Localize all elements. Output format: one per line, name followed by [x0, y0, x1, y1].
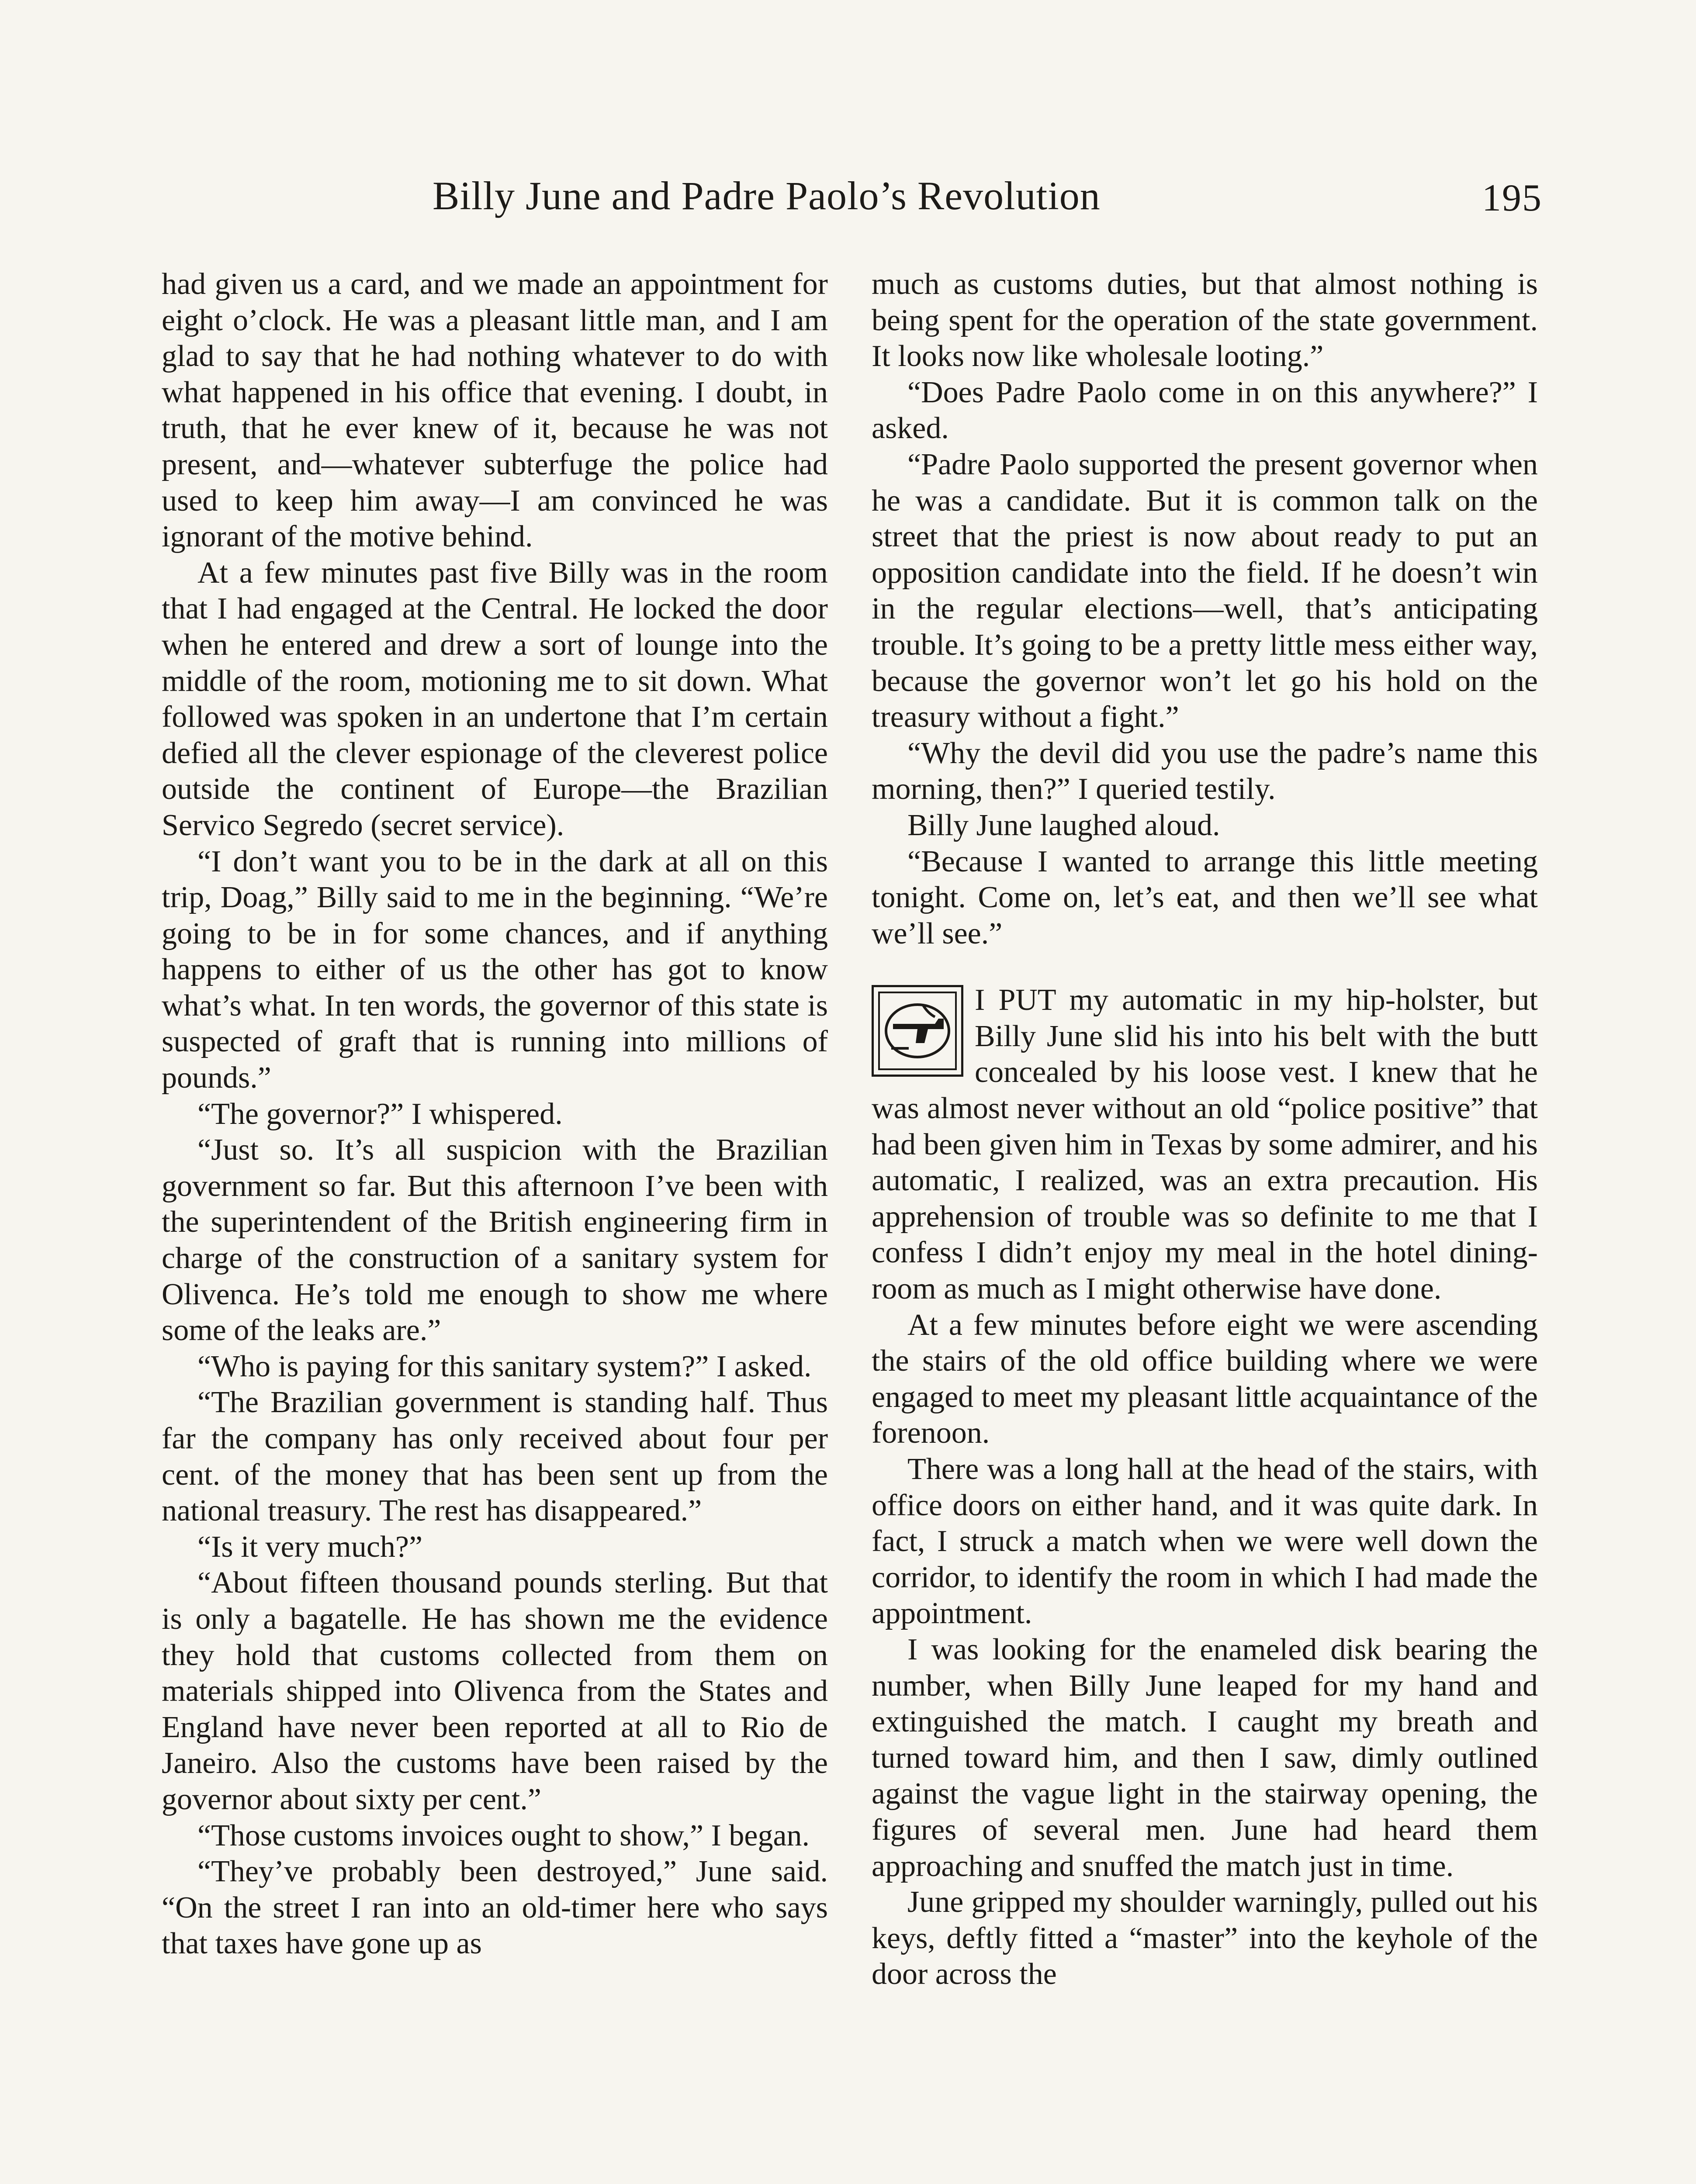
- paragraph: “Those customs invoices ought to show,” I began.: [197, 1818, 810, 1852]
- paragraph: “Because I wanted to arrange this little meeting tonight. Come on, let’s eat, and then we’ll see what we’ll see.”: [872, 844, 1538, 950]
- page-title: Billy June and Padre Paolo’s Revolution: [433, 173, 1101, 218]
- paragraph: “Does Padre Paolo come in on this anywhere?” I asked.: [872, 375, 1538, 446]
- paragraph: June gripped my shoulder warningly, pulled out his keys, deftly fitted a “master” into the keyhole of the door across the: [872, 1885, 1538, 1991]
- paragraph: much as customs duties, but that almost nothing is being spent for the operation of the state government. It looks now like wholesale looting.”: [872, 267, 1538, 373]
- paragraph: had given us a card, and we made an appointment for eight o’clock. He was a pleasant little man, and I am glad to say that he had nothing whatever to do with what happened in his office that evening. I doubt, in truth, that he ever knew of it, because he was not present, and—whatever subterfuge the police had used to keep him away—I am convinced he was ignorant of the motive behind.: [162, 267, 828, 554]
- section-start: [872, 982, 1538, 1307]
- paragraph: Billy June laughed aloud.: [907, 808, 1220, 842]
- paragraph: “They’ve probably been destroyed,” June said. “On the street I ran into an old-timer here who says that taxes have gone up as: [162, 1855, 828, 1961]
- paragraph: At a few minutes past five Billy was in the room that I had engaged at the Central. He locked the door when he entered and drew a sort of lounge into the middle of the room, motioning me to sit down. What followed was spoken in an undertone that I’m certain defied all the clever espionage of the cleverest police outside the continent of Europe—the Brazilian Servico Segredo (secret service).: [162, 556, 828, 842]
- running-header: [162, 173, 1542, 225]
- paragraph: “Who is paying for this sanitary system?” I asked.: [197, 1349, 812, 1383]
- right-column: [872, 266, 1538, 1993]
- paragraph: “About fifteen thousand pounds sterling. But that is only a bagatelle. He has shown me the evidence they hold that customs collected from them on materials shipped into Olivenca from the States and England have never been reported at all to Rio de Janeiro. Also the customs have been raised by the governor about sixty per cent.”: [162, 1566, 828, 1816]
- paragraph: I PUT my automatic in my hip-holster, but Billy June slid his into his belt with the butt concealed by his loose vest. I knew that he was almost never without an old “police positive” that had been given him in Texas by some admirer, and his automatic, I realized, was an extra precaution. His apprehension of trouble was so definite to me that I confess I didn’t enjoy my meal in the hotel dining-room as much as I might otherwise have done.: [872, 983, 1538, 1306]
- paragraph: “Why the devil did you use the padre’s name this morning, then?” I queried testily.: [872, 736, 1538, 806]
- paragraph: “The Brazilian government is standing half. Thus far the company has only received about four per cent. of the money that has been sent up from the national treasury. The rest has disappeared.”: [162, 1386, 828, 1528]
- paragraph: At a few minutes before eight we were ascending the stairs of the old office building where we were engaged to meet my pleasant little acquaintance of the forenoon.: [872, 1308, 1538, 1450]
- paragraph: “Padre Paolo supported the present governor when he was a candidate. But it is common talk on the street that the priest is now about ready to put an opposition candidate into the field. If he doesn’t win in the regular elections—well, that’s anticipating trouble. It’s going to be a pretty little mess either way, because the governor won’t let go his hold on the treasury without a fight.”: [872, 447, 1538, 734]
- paragraph: “The governor?” I whispered.: [197, 1097, 563, 1131]
- gun-vignette-icon: [872, 985, 963, 1077]
- left-column: [162, 266, 828, 1962]
- page-number: 195: [1482, 177, 1542, 219]
- paragraph: I was looking for the enameled disk bearing the number, when Billy June leaped for my hand and extinguished the match. I caught my breath and turned toward him, and then I saw, dimly outlined against the vague light in the stairway opening, the figures of several men. June had heard them approaching and snuffed the match just in time.: [872, 1632, 1538, 1883]
- paragraph: “Just so. It’s all suspicion with the Brazilian government so far. But this afternoon I’ve been with the superintendent of the British engineering firm in charge of the construction of a sanitary system for Olivenca. He’s told me enough to show me where some of the leaks are.”: [162, 1133, 828, 1348]
- paragraph: “Is it very much?”: [197, 1530, 423, 1564]
- paragraph: “I don’t want you to be in the dark at all on this trip, Doag,” Billy said to me in the beginning. “We’re going to be in for some chances, and if anything happens to either of us the other has got to know what’s what. In ten words, the governor of this state is suspected of graft that is running into millions of pounds.”: [162, 844, 828, 1095]
- paragraph: There was a long hall at the head of the stairs, with office doors on either hand, and it was quite dark. In fact, I struck a match when we were well down the corridor, to identify the room in which I had made the appointment.: [872, 1452, 1538, 1631]
